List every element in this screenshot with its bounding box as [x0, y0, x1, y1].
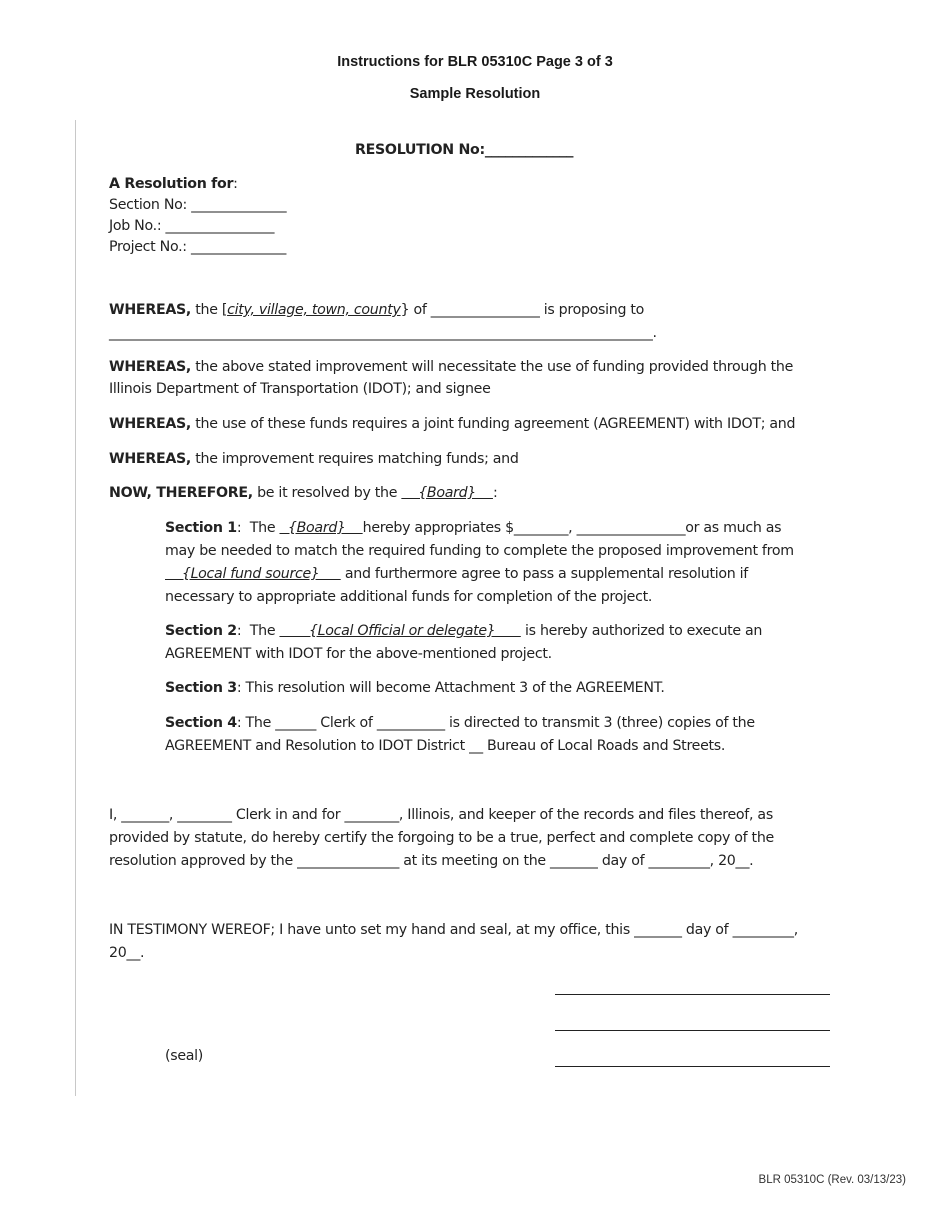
whereas-clause-1: WHEREAS, the [city, village, town, county} of ________________ is proposing to: [109, 302, 645, 318]
section-2: Section 2: The {Local Official or delegate} is hereby authorized to execute an: [165, 623, 763, 639]
project-no-field: Project No.: ______________: [109, 239, 287, 255]
resolution-heading: RESOLUTION No:_____________: [355, 142, 574, 158]
signature-line-3: [555, 1066, 830, 1068]
section-2-line2: AGREEMENT with IDOT for the above-mentioned project.: [165, 646, 552, 662]
seal-label: (seal): [165, 1048, 204, 1064]
signature-line-1: [555, 994, 830, 996]
testimony-line1: IN TESTIMONY WEREOF; I have unto set my hand and seal, at my office, this _______ day of _________,: [109, 922, 798, 938]
page-title: Instructions for BLR 05310C Page 3 of 3: [337, 54, 613, 70]
section-1-line3: {Local fund source} and furthermore agree to pass a supplemental resolution if: [165, 566, 748, 582]
certification-line2: provided by statute, do hereby certify the forgoing to be a true, perfect and complete copy of the: [109, 830, 774, 846]
testimony-line2: 20__.: [109, 945, 145, 961]
section-1: Section 1: The {Board} hereby appropriates $________, ________________or as much as: [165, 520, 782, 536]
whereas-clause-4: WHEREAS, the improvement requires matching funds; and: [109, 451, 519, 467]
signature-line-2: [555, 1030, 830, 1032]
certification-line1: I, _______, ________ Clerk in and for ________, Illinois, and keeper of the records and files thereof, as: [109, 807, 773, 823]
whereas-clause-2: WHEREAS, the above stated improvement will necessitate the use of funding provided through the: [109, 359, 794, 375]
section-1-line4: necessary to appropriate additional funds for completion of the project.: [165, 589, 653, 605]
section-4-line2: AGREEMENT and Resolution to IDOT District __ Bureau of Local Roads and Streets.: [165, 738, 726, 754]
left-margin-rule: [75, 120, 76, 1096]
section-4: Section 4: The ______ Clerk of __________ is directed to transmit 3 (three) copies of the: [165, 715, 755, 731]
certification-line3: resolution approved by the _______________ at its meeting on the _______ day of _________, 20__.: [109, 853, 754, 869]
now-therefore-clause: NOW, THEREFORE, be it resolved by the {Board} :: [109, 485, 498, 501]
whereas-clause-1-blank: ________________________________________________________________________________.: [109, 325, 657, 341]
whereas-clause-3: WHEREAS, the use of these funds requires a joint funding agreement (AGREEMENT) with IDOT; and: [109, 416, 796, 432]
section-3: Section 3: This resolution will become Attachment 3 of the AGREEMENT.: [165, 680, 665, 696]
whereas-clause-2-line2: Illinois Department of Transportation (IDOT); and signee: [109, 381, 491, 397]
section-no-field: Section No: ______________: [109, 197, 287, 213]
section-1-line2: may be needed to match the required funding to complete the proposed improvement from: [165, 543, 794, 559]
page-subtitle: Sample Resolution: [409, 86, 541, 102]
form-revision-footer: BLR 05310C (Rev. 03/13/23): [758, 1174, 906, 1186]
job-no-field: Job No.: ________________: [109, 218, 275, 234]
resolution-for-label: A Resolution for:: [109, 176, 238, 192]
